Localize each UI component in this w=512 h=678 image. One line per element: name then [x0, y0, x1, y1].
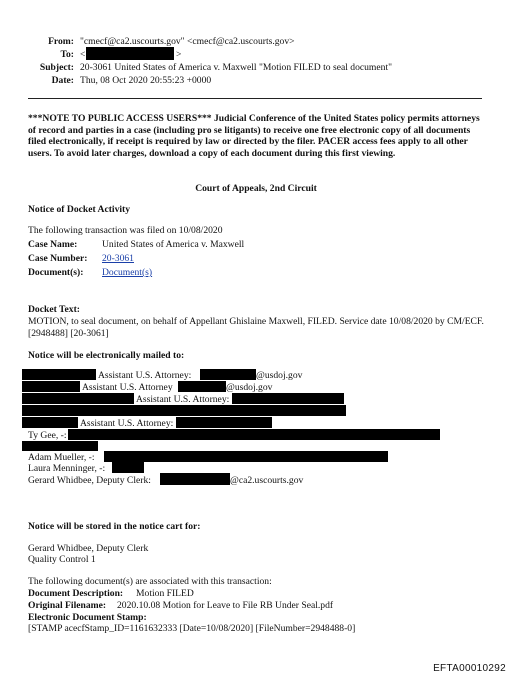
- redaction: [176, 417, 272, 428]
- case-name-value: United States of America v. Maxwell: [102, 239, 245, 250]
- notice-title: Notice of Docket Activity: [28, 204, 131, 215]
- transaction-line: The following transaction was filed on 10/08/2020: [28, 225, 223, 236]
- recipient-4-label: Assistant U.S. Attorney:: [80, 418, 174, 429]
- stamp-value: [STAMP acecfStamp_ID=1161632333 [Date=10/08/2020] [FileNumber=2948488-0]: [28, 623, 356, 634]
- recipient-8-domain: @ca2.uscourts.gov: [230, 475, 304, 486]
- from-label: From:: [48, 36, 74, 47]
- original-filename-value: 2020.10.08 Motion for Leave to File RB Under Seal.pdf: [117, 600, 334, 611]
- cart-heading: Notice will be stored in the notice cart for:: [28, 521, 201, 532]
- recipient-8-label: Gerard Whidbee, Deputy Clerk:: [28, 475, 151, 486]
- case-number-label: Case Number:: [28, 253, 88, 264]
- redaction: [178, 381, 226, 392]
- recipient-7-label: Laura Menninger, -:: [28, 463, 106, 474]
- redaction: [112, 462, 144, 473]
- court-name: Court of Appeals, 2nd Circuit: [195, 183, 317, 194]
- original-filename-label: Original Filename:: [28, 600, 107, 611]
- recipient-6-label: Adam Mueller, -:: [28, 452, 95, 463]
- cart-recipient: Gerard Whidbee, Deputy Clerk: [28, 543, 149, 554]
- doc-description-value: Motion FILED: [136, 588, 194, 599]
- doc-description-label: Document Description:: [28, 588, 124, 599]
- redaction: [104, 451, 388, 462]
- subject-label: Subject:: [39, 62, 74, 73]
- documents-link[interactable]: Document(s): [102, 267, 153, 278]
- to-suffix: >: [176, 49, 182, 60]
- date-value: Thu, 08 Oct 2020 20:55:23 +0000: [80, 75, 212, 86]
- associated-line: The following document(s) are associated with this transaction:: [28, 576, 272, 587]
- bates-number: EFTA00010292: [433, 663, 506, 674]
- from-value: "cmecf@ca2.uscourts.gov" <cmecf@ca2.uscourts.gov>: [80, 36, 295, 47]
- docket-text: MOTION, to seal document, on behalf of Appellant Ghislaine Maxwell, FILED. Service date 10/08/2020 by CM/ECF. [2948488] [20-3061]: [28, 316, 484, 339]
- recipient-5-label: Ty Gee, -:: [28, 430, 67, 441]
- recipient-1-label: Assistant U.S. Attorney:: [98, 370, 192, 381]
- cart-recipient: Quality Control 1: [28, 554, 96, 565]
- documents-label: Document(s):: [28, 267, 84, 278]
- recipient-2-domain: @usdoj.gov: [226, 382, 273, 393]
- header-divider: [28, 98, 482, 99]
- to-redaction: [86, 47, 174, 60]
- redaction: [22, 369, 96, 380]
- recipient-2-label: Assistant U.S. Attorney: [82, 382, 173, 393]
- subject-value: 20-3061 United States of America v. Maxwell "Motion FILED to seal document": [80, 62, 393, 73]
- to-label: To:: [60, 49, 74, 60]
- mailed-heading: Notice will be electronically mailed to:: [28, 350, 185, 361]
- to-prefix: <: [80, 49, 86, 60]
- redaction: [22, 405, 346, 416]
- recipient-3-label: Assistant U.S. Attorney:: [136, 394, 230, 405]
- redaction: [22, 381, 80, 392]
- public-access-note: ***NOTE TO PUBLIC ACCESS USERS*** Judicial Conference of the United States policy permits attorneys of record and parties in a case (including pro se litigants) to receive one free electronic copy of all documents filed electronically, if receipt is required by law or directed by the filer. PACER access fees apply to all other users. To avoid later charges, download a copy of each document during this first viewing.: [28, 113, 480, 159]
- stamp-label: Electronic Document Stamp:: [28, 612, 147, 623]
- date-label: Date:: [51, 75, 74, 86]
- redaction: [160, 473, 230, 485]
- docket-text-label: Docket Text:: [28, 304, 80, 315]
- redaction: [232, 393, 344, 404]
- redaction: [22, 393, 134, 404]
- recipient-1-domain: @usdoj.gov: [256, 370, 303, 381]
- redaction: [22, 441, 98, 451]
- case-name-label: Case Name:: [28, 239, 78, 250]
- redaction: [22, 417, 78, 428]
- redaction: [68, 429, 440, 440]
- case-number-link[interactable]: 20-3061: [102, 253, 134, 264]
- redaction: [200, 369, 256, 380]
